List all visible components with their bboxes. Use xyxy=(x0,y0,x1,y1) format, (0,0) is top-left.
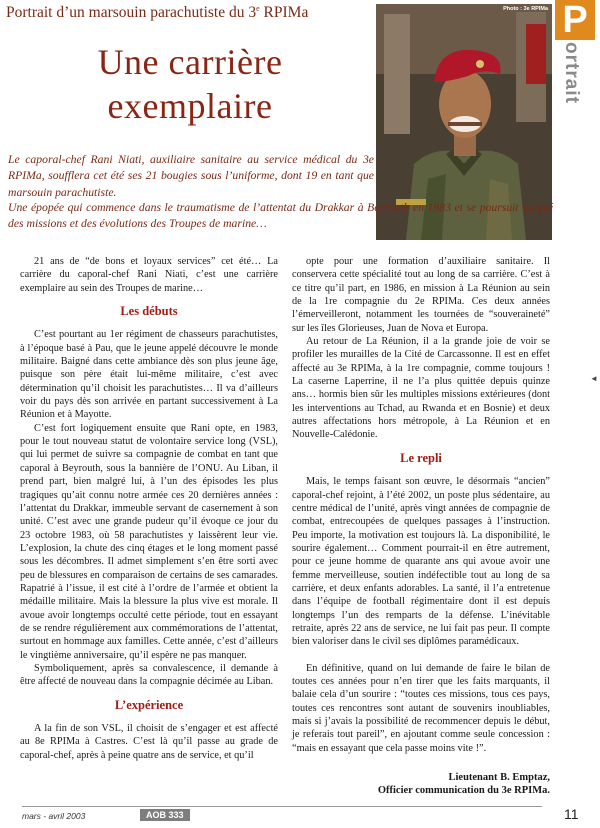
article-kicker: Portrait d’un marsouin parachutiste du 3e RPIMa xyxy=(6,4,309,22)
paragraph: Au retour de La Réunion, il a la grande joie de voir se profiler les murailles de la Cité de Carcassonne. Il est en effet affecté au 3e RPIMa, à la 1re compagnie, comme toujours ! La caserne Laperrine, il ne l’a plus quittée depuis quinze ans… hormis bien sûr les multiples missions extérieures (dont les interventions au Tchad, au Rwanda et en Bosnie) et deux autres affectations hors métropole, à La Réunion et en Nouvelle-Calédonie. xyxy=(292,336,550,441)
paragraph: C’est fort logiquement ensuite que Rani opte, en 1983, pour le tout nouveau statut de volontaire service long (VSL), qui lui permet de suivre sa compagnie de combat en tant que caporal à Beyrouth, sous la bannière de l’ONU. Au Liban, il prend part, bien malgré lui, à l’un des épisodes les plus tragiques qu’ait connu notre armée ces 20 dernières années : l’attentat du Drakkar, immeuble servant de casernement à son unité. C’est avec une grande pudeur qu’il évoque ce jour du 23 octobre 1983, où 58 parachutistes y laissèrent leur vie. L’explosion, la chute des cinq étages et le long moment passé sous les décombres. Il admet simplement s’en être sorti avec peu de blessures en comparaison de certains de ses camarades. Rapatrié à l’issue, il est cité à l’ordre de l’armée et obtient la médaille militaire. Mais la blessure la plus vive est morale. Il avoue avoir longtemps occulté cette période, tout en essayant de se rendre régulièrement aux commémorations de l’attentat, surtout en hommage aux familles. Cette année, c’est d’ailleurs le vingtième anniversaire, qu’il espère ne pas manquer. xyxy=(20,422,278,661)
magazine-badge: AOB 333 xyxy=(140,809,190,821)
article-title xyxy=(10,40,370,128)
right-column xyxy=(292,255,550,797)
section-tab-initial: P xyxy=(555,0,595,40)
issue-date: mars - avril 2003 xyxy=(22,811,86,821)
paragraph: Mais, le temps faisant son œuvre, le désormais “ancien” caporal-chef rejoint, à l’été 2002, un poste plus sédentaire, au centre médical de l’unité, après vingt années de compagnie de combat, entrecoupées de quelques passages à l’instruction. Peu importe, la motivation est toujours là. La disponibilité, le sourire également… Comment pourrait-il en être autrement, pour ce jeune homme de quarante ans qui avoue avoir une femme merveilleuse, soutien indéfectible tout au long de sa carrière, et deux enfants adorables. La santé, il l’a entretenue dans l’équipe de football régimentaire dont il est depuis longtemps l’un des remparts de la défense. L’inévitable retraite, après 22 ans de service, ne lui fait pas peur. Il compte bien valoriser dans le civil ses diplômes paramédicaux. xyxy=(292,476,550,648)
paragraph: opte pour une formation d’auxiliaire sanitaire. Il conservera cette spécialité tout au long de sa carrière. C’est à ce titre qu’il part, en 1986, en mission à La Réunion au sein de la 1re compagnie du 2e RPIMa. Ces deux années l’émerveilleront, notamment les tournées de “souveraineté” sur les îles Glorieuses, Juan de Nova et Europa. xyxy=(292,256,550,334)
author-signature xyxy=(292,771,550,797)
author-title: Officier communication du 3e RPIMa. xyxy=(377,785,550,797)
paragraph: A la fin de son VSL, il choisit de s’engager et est affecté au 8e RPIMa à Castres. C’est là qu’il passe au grade de caporal-chef, après à peine quatre ans de service, et qu’il xyxy=(20,723,278,761)
title-line-2: exemplaire xyxy=(107,86,273,126)
paragraph: C’est pourtant au 1er régiment de chasseurs parachutistes, à l’époque basé à Pau, que le jeune appelé découvre le monde militaire. Baigné dans cette ambiance dès son plus jeune âge, puisque son père était lui-même militaire, c’est avec détermination qu’il choisit les parachutistes… Il va d’ailleurs voir du pays dès son arrivée en partant successivement à La Réunion et à Mayotte. xyxy=(20,329,278,421)
page-number: 11 xyxy=(564,806,579,822)
subheading-repli: Le repli xyxy=(400,450,442,465)
paragraph: En définitive, quand on lui demande de faire le bilan de toutes ces années pour n’en tirer que les faits marquants, il balaie cela d’un sourire : “toutes ces missions, tous ces pays, toutes ces rencontres sont autant de souvenirs inoubliables, mais si j’avais la possibilité de recommencer depuis le début, je referais tout pareil”, en ajoutant comme seule concession : “mais en essayant que cela passe moins vite !”. xyxy=(292,662,550,754)
scroll-arrow-icon[interactable]: ◄ xyxy=(590,374,598,383)
photo-credit: Photo : 3e RPIMa xyxy=(503,6,548,12)
subheading-debuts: Les débuts xyxy=(120,304,178,319)
page-footer xyxy=(22,806,579,823)
footer-rule xyxy=(22,806,542,807)
author-name: Lieutenant B. Emptaz, xyxy=(448,772,550,784)
title-line-1: Une carrière xyxy=(97,42,283,82)
article-lede: Le caporal-chef Rani Niati, auxiliaire sanitaire au service médical du 3e RPIMa, soufflera cet été ses 21 bougies sous l’uniforme, dont 19 en tant que marsouin parachutiste. xyxy=(8,153,374,199)
paragraph: Symboliquement, après sa convalescence, il demande à être affecté de nouveau dans la compagnie décimée au Liban. xyxy=(20,662,278,688)
article-lede-continued: Une épopée qui commence dans le traumatisme de l’attentat du Drakkar à Beyrouth en 1983 et se poursuit au gré des missions et des évolutions des Troupes de marine… xyxy=(8,201,553,231)
paragraph: 21 ans de “de bons et loyaux services” cet été… La carrière du caporal-chef Rani Niati, c’est une carrière exemplaire au sein des Troupes de marine… xyxy=(20,256,278,294)
subheading-experience: L’expérience xyxy=(114,697,184,712)
section-tab-label: ortrait xyxy=(561,42,582,104)
left-column xyxy=(20,255,278,762)
